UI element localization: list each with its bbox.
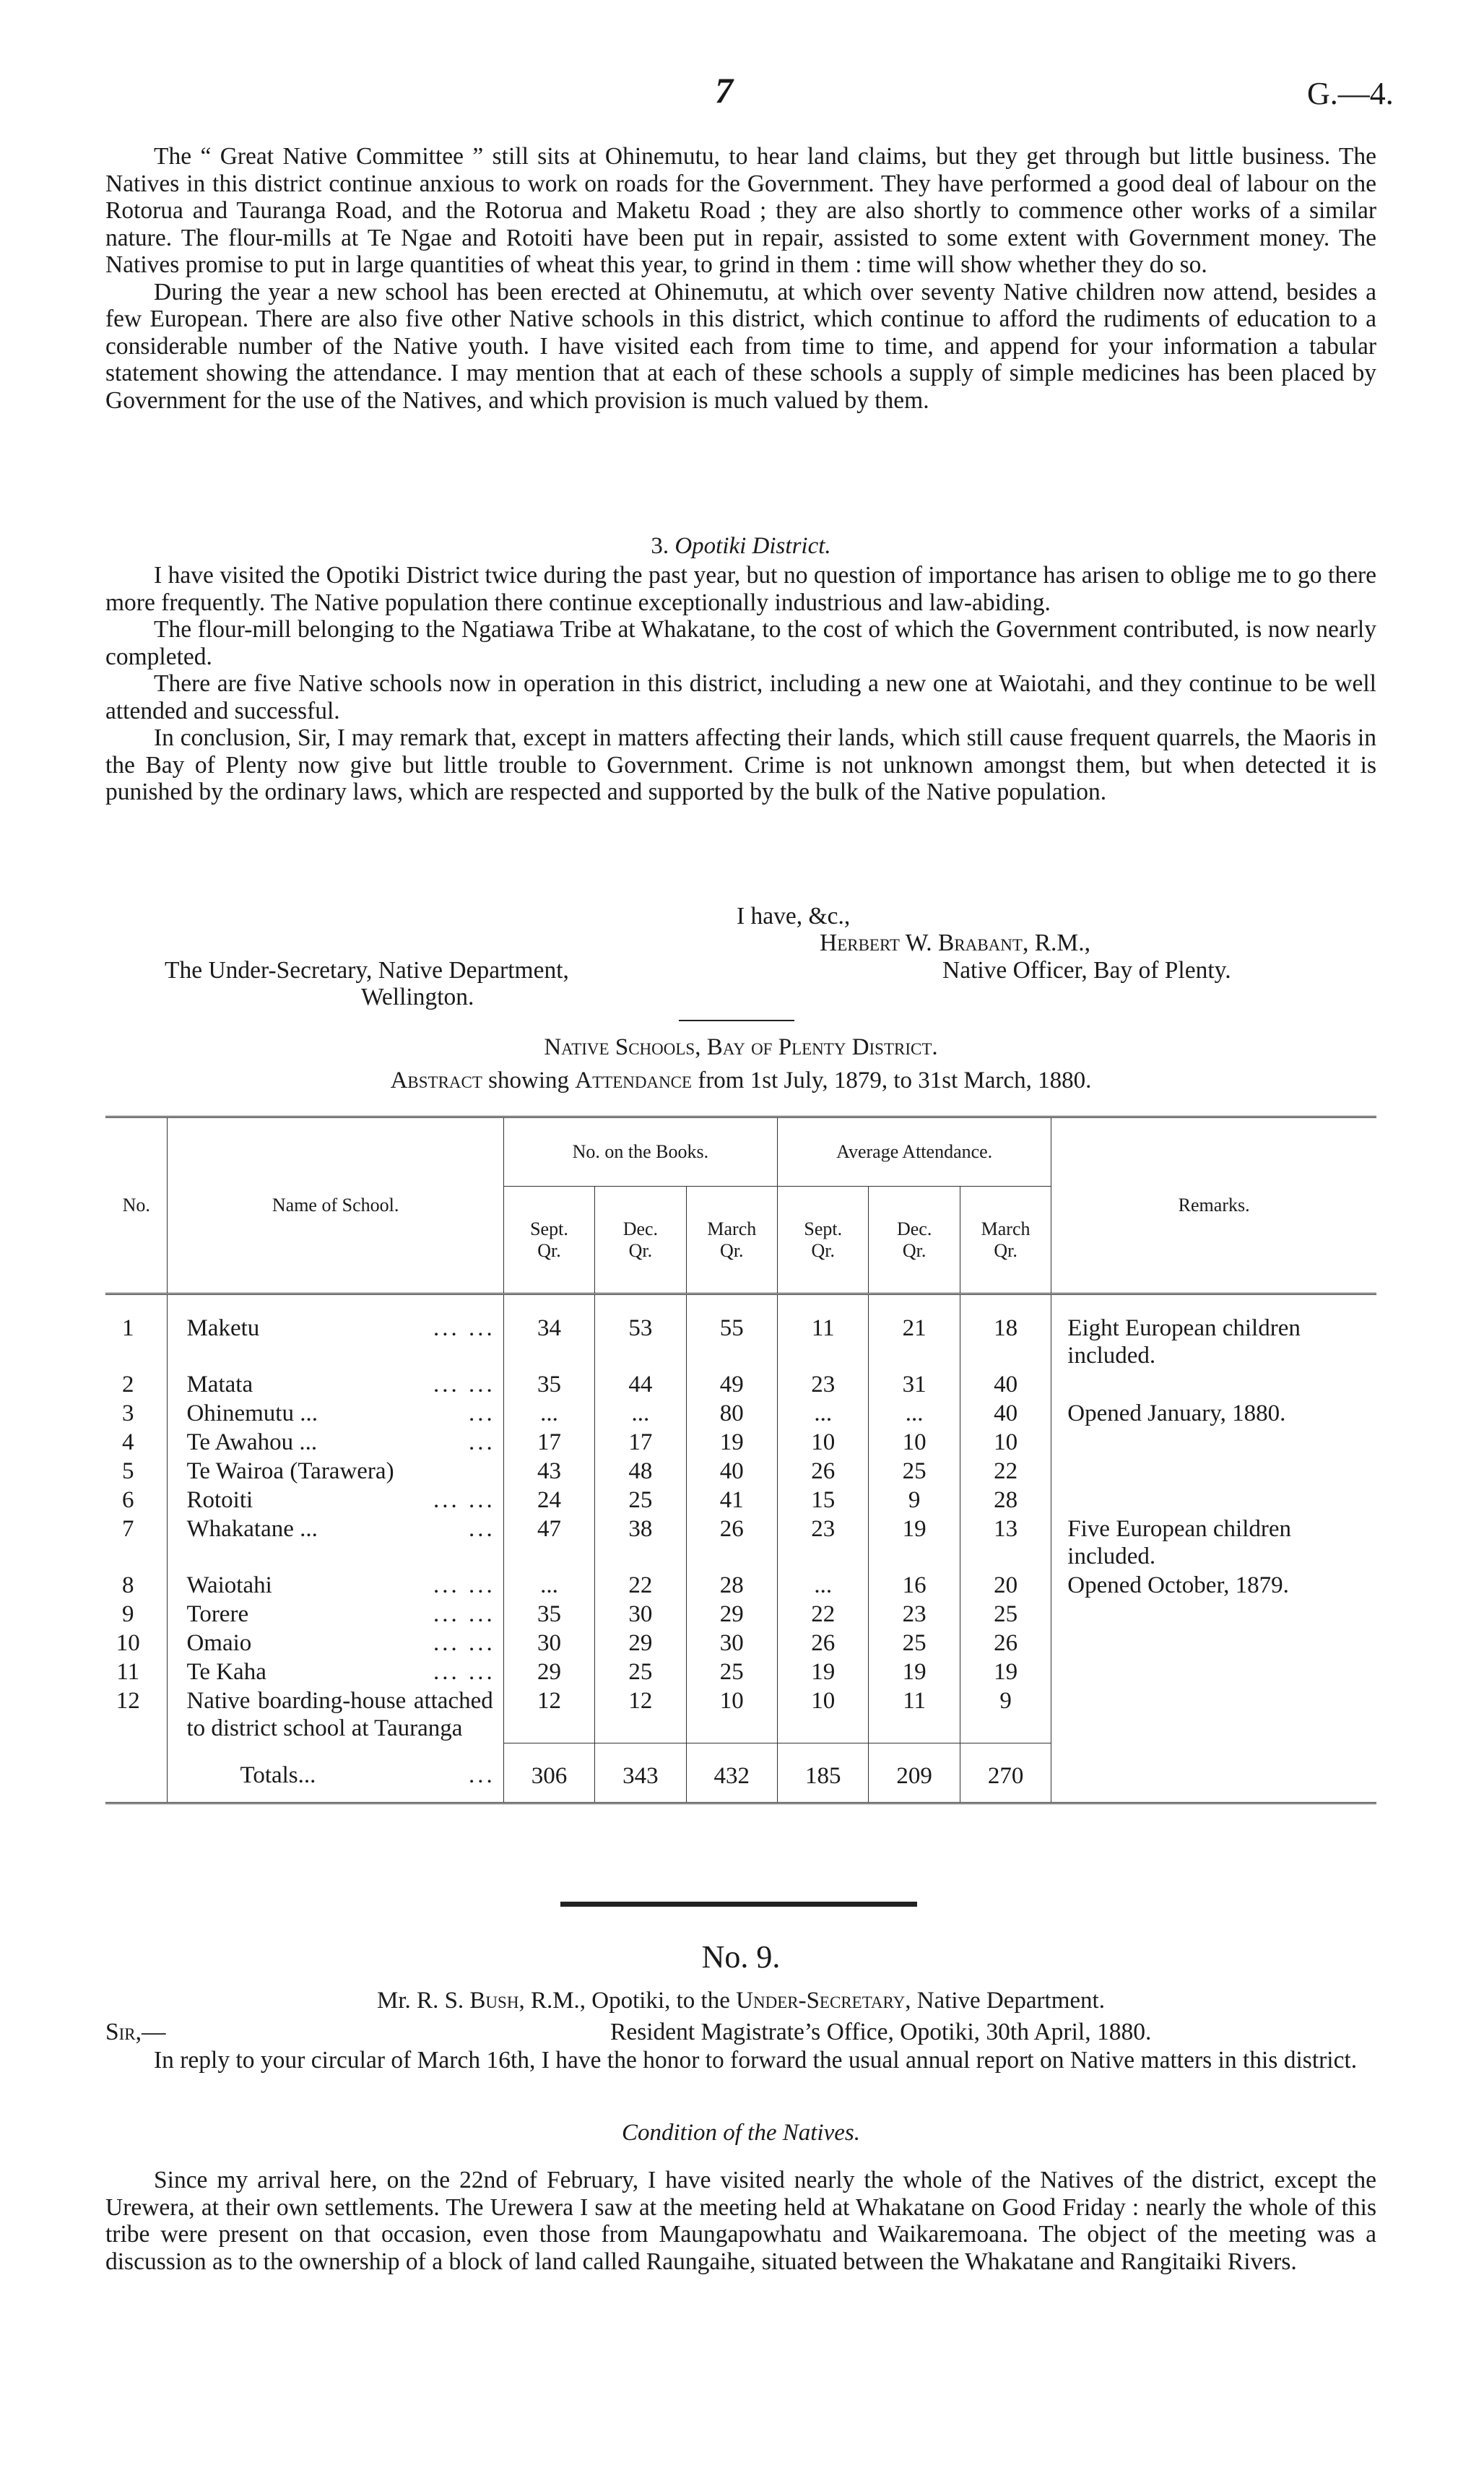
dateline: Resident Magistrate’s Office, Opotiki, 30th April, 1880. (610, 2019, 1152, 2045)
total-a-sept: 185 (778, 1743, 869, 1803)
table-row (105, 1428, 1376, 1457)
addressee: The Under-Secretary, Native Department, (165, 957, 569, 984)
table-row (105, 1658, 1376, 1686)
cell-a-mar: 26 (960, 1629, 1051, 1658)
header-books-march: March Qr. (686, 1187, 777, 1294)
cell-b-dec: 12 (595, 1686, 686, 1743)
document-reference: G.—4. (1307, 76, 1394, 111)
school-name (168, 1314, 503, 1370)
header-name: Name of School. (168, 1117, 503, 1294)
leader-dots: ... (469, 1762, 495, 1788)
letter-from: Mr. R. S. Bush, R.M., Opotiki, to the Under-Secretary, Native Department. (377, 1988, 1105, 2014)
school-name-text: Waiotahi (186, 1572, 272, 1598)
header-avg-march: March Qr. (960, 1187, 1051, 1294)
cell-b-dec: 44 (595, 1370, 686, 1399)
paragraph: In reply to your circular of March 16th, I have the honor to forward the usual annual report on Native matters in this district. (154, 2047, 1358, 2074)
cell-a-dec: ... (869, 1399, 960, 1428)
letter-paragraph-2 (105, 2167, 1376, 2275)
leader-dots: ... ... (433, 1315, 495, 1341)
remarks-cell: Eight European children included. (1067, 1315, 1301, 1369)
cell-a-sept: 22 (778, 1600, 869, 1629)
cell-b-sept: 34 (503, 1314, 594, 1370)
cell-b-dec: 48 (595, 1457, 686, 1486)
cell-b-mar: 29 (686, 1600, 777, 1629)
row-number: 7 (105, 1515, 168, 1571)
cell-b-sept: 30 (503, 1629, 594, 1658)
table-row (105, 1457, 1376, 1486)
school-name (168, 1457, 503, 1486)
sender-name: Bush (469, 1988, 519, 2014)
school-name-text: Torere (186, 1601, 249, 1627)
section-title: Opotiki District. (674, 533, 831, 559)
school-name-text: Te Kaha (186, 1659, 266, 1685)
subtitle-attendance: Attendance (575, 1067, 693, 1093)
paragraph: There are five Native schools now in operation in this district, including a new one at Waiotahi, and they continue to be well attended and successful. (105, 670, 1376, 724)
subtitle-showing: showing (482, 1067, 576, 1093)
table-row (105, 1571, 1376, 1600)
school-name (168, 1571, 503, 1600)
closing: I have, &c., (737, 903, 851, 930)
school-name-text: Matata (186, 1372, 253, 1398)
school-name (168, 1428, 503, 1457)
cell-a-sept: 15 (778, 1486, 869, 1515)
cell-b-sept: 35 (503, 1370, 594, 1399)
opotiki-text (105, 562, 1376, 806)
school-name (168, 1515, 503, 1571)
cell-b-sept: 29 (503, 1658, 594, 1686)
cell-a-sept: 23 (778, 1515, 869, 1571)
table-row (105, 1629, 1376, 1658)
cell-a-dec: 31 (869, 1370, 960, 1399)
paragraph: Since my arrival here, on the 22nd of February, I have visited nearly the whole of the Natives of the district, except the Urewera, at their own settlements. The Urewera I saw at the meeting held at Whakatane on Good Friday : nearly the whole of this tribe were present on that occasion, even those from Maungapowhatu and Waikaremoana. The object of the meeting was a discussion as to the ownership of a block of land called Raungaihe, situated between the Whakatane and Rangitaiki Rivers. (105, 2167, 1376, 2275)
cell-b-mar: 80 (686, 1399, 777, 1428)
spacer-row (105, 1294, 1376, 1314)
school-name-text: Te Wairoa (Tarawera) (186, 1458, 394, 1484)
section-number: 3. (651, 533, 669, 559)
row-number: 8 (105, 1571, 168, 1600)
cell-a-sept: 11 (778, 1314, 869, 1370)
cell-a-sept: 19 (778, 1658, 869, 1686)
cell-a-mar: 13 (960, 1515, 1051, 1571)
recipient: Under-Secretary (736, 1988, 906, 2014)
cell-a-mar: 9 (960, 1686, 1051, 1743)
table-row (105, 1486, 1376, 1515)
totals-no (105, 1743, 168, 1803)
cell-a-mar: 10 (960, 1428, 1051, 1457)
cell-b-sept: 43 (503, 1457, 594, 1486)
remarks-cell (1051, 1370, 1376, 1399)
row-number: 4 (105, 1428, 168, 1457)
letter-paragraph-1 (105, 2047, 1376, 2074)
cell-a-sept: 26 (778, 1457, 869, 1486)
cell-b-sept: 47 (503, 1515, 594, 1571)
opotiki-heading (105, 533, 1376, 560)
cell-b-sept: ... (503, 1571, 594, 1600)
school-name-text: Ohinemutu ... (186, 1400, 318, 1426)
row-number: 2 (105, 1370, 168, 1399)
cell-a-sept: 23 (778, 1370, 869, 1399)
cell-b-dec: 25 (595, 1486, 686, 1515)
section-divider (560, 1902, 917, 1907)
signatory-title: Native Officer, Bay of Plenty. (942, 957, 1231, 984)
cell-a-mar: 20 (960, 1571, 1051, 1600)
totals-remarks (1051, 1743, 1376, 1803)
letter-heading: No. 9. (701, 1939, 781, 1975)
table-title: Native Schools, Bay of Plenty District. (544, 1034, 938, 1060)
cell-a-sept: ... (778, 1571, 869, 1600)
school-name-text: Omaio (186, 1630, 252, 1656)
totals-label-text: Totals... (240, 1762, 316, 1788)
school-name (168, 1486, 503, 1515)
total-a-dec: 209 (869, 1743, 960, 1803)
remarks-cell (1051, 1486, 1376, 1515)
total-a-mar: 270 (960, 1743, 1051, 1803)
remarks-cell (1051, 1686, 1376, 1743)
cell-b-dec: 38 (595, 1515, 686, 1571)
cell-a-dec: 16 (869, 1571, 960, 1600)
page-number: 7 (715, 70, 733, 111)
cell-a-dec: 19 (869, 1658, 960, 1686)
table-row (105, 1314, 1376, 1370)
attendance-table (105, 1116, 1376, 1804)
table-subtitle (105, 1067, 1376, 1094)
cell-a-mar: 19 (960, 1658, 1051, 1686)
cell-b-sept: 12 (503, 1686, 594, 1743)
cell-b-mar: 40 (686, 1457, 777, 1486)
remarks-cell: Five European children included. (1067, 1516, 1292, 1569)
totals-row (105, 1743, 1376, 1803)
header-books: No. on the Books. (503, 1117, 777, 1187)
remarks-cell: Opened January, 1880. (1067, 1400, 1286, 1426)
school-name-text: Te Awahou ... (186, 1429, 318, 1455)
paragraph: The “ Great Native Committee ” still sits at Ohinemutu, to hear land claims, but they get through but little business. The Natives in this district continue anxious to work on roads for the Government. They have performed a good deal of labour on the Rotorua and Tauranga Road, and the Rotorua and Maketu Road ; they are also shortly to commence other works of a similar nature. The flour-mills at Te Ngae and Rotoiti have been put in repair, assisted to some extent with Government money. The Natives promise to put in large quantities of wheat this year, to grind in them : time will show whether they do so. (105, 143, 1376, 278)
header-books-dec: Dec. Qr. (595, 1187, 686, 1294)
paragraph: The flour-mill belonging to the Ngatiawa Tribe at Whakatane, to the cost of which the Government contributed, is now nearly completed. (105, 616, 1376, 670)
table-row (105, 1600, 1376, 1629)
header-books-sept: Sept. Qr. (503, 1187, 594, 1294)
signatory-name: Herbert W. Brabant, R.M., (820, 930, 1090, 956)
cell-b-mar: 55 (686, 1314, 777, 1370)
cell-b-mar: 26 (686, 1515, 777, 1571)
cell-a-mar: 18 (960, 1314, 1051, 1370)
cell-a-mar: 40 (960, 1370, 1051, 1399)
school-name (168, 1686, 503, 1743)
row-number: 11 (105, 1658, 168, 1686)
school-name-text: Maketu (186, 1315, 260, 1341)
row-number: 3 (105, 1399, 168, 1428)
school-name (168, 1600, 503, 1629)
school-name (168, 1629, 503, 1658)
remarks-cell: Opened October, 1879. (1067, 1572, 1289, 1598)
cell-a-dec: 10 (869, 1428, 960, 1457)
cell-a-mar: 22 (960, 1457, 1051, 1486)
total-b-sept: 306 (503, 1743, 594, 1803)
row-number: 10 (105, 1629, 168, 1658)
cell-a-dec: 19 (869, 1515, 960, 1571)
remarks-cell (1051, 1428, 1376, 1457)
cell-a-sept: 26 (778, 1629, 869, 1658)
cell-b-sept: 17 (503, 1428, 594, 1457)
school-name (168, 1399, 503, 1428)
cell-b-sept: 35 (503, 1600, 594, 1629)
cell-b-dec: 25 (595, 1658, 686, 1686)
cell-a-mar: 40 (960, 1399, 1051, 1428)
cell-b-sept: 24 (503, 1486, 594, 1515)
cell-b-dec: 22 (595, 1571, 686, 1600)
cell-b-mar: 30 (686, 1629, 777, 1658)
cell-b-mar: 19 (686, 1428, 777, 1457)
total-b-mar: 432 (686, 1743, 777, 1803)
divider (679, 1020, 794, 1021)
leader-dots: ... (469, 1516, 495, 1542)
table-row (105, 1686, 1376, 1743)
subtitle-abstract: Abstract (390, 1067, 482, 1093)
table-row (105, 1515, 1376, 1571)
paragraph: During the year a new school has been erected at Ohinemutu, at which over seventy Native children now attend, besides a few European. There are also five other Native schools in this district, which continue to afford the rudiments of education to a considerable number of the Native youth. I have visited each from time to time, and append for your information a tabular statement showing the attendance. I may mention that at each of these schools a supply of simple medicines has been placed by Government for the use of the Natives, and which provision is much valued by them. (105, 278, 1376, 414)
leader-dots: ... (469, 1429, 495, 1455)
cell-b-dec: 30 (595, 1600, 686, 1629)
header-no: No. (105, 1117, 168, 1294)
remarks-cell (1051, 1600, 1376, 1629)
leader-dots: ... ... (433, 1601, 495, 1627)
cell-b-mar: 28 (686, 1571, 777, 1600)
cell-a-mar: 25 (960, 1600, 1051, 1629)
cell-b-mar: 25 (686, 1658, 777, 1686)
row-number: 6 (105, 1486, 168, 1515)
cell-a-dec: 11 (869, 1686, 960, 1743)
table-row (105, 1399, 1376, 1428)
header-avg-dec: Dec. Qr. (869, 1187, 960, 1294)
cell-a-sept: 10 (778, 1428, 869, 1457)
school-name-text: Native boarding-house attached to district school at Tauranga (186, 1688, 493, 1741)
cell-a-sept: ... (778, 1399, 869, 1428)
cell-b-mar: 41 (686, 1486, 777, 1515)
paragraph: In conclusion, Sir, I may remark that, except in matters affecting their lands, which still cause frequent quarrels, the Maoris in the Bay of Plenty now give but little trouble to Government. Crime is not unknown amongst them, but when detected it is punished by the ordinary laws, which are respected and supported by the bulk of the Native population. (105, 724, 1376, 805)
addressee-city: Wellington. (361, 984, 474, 1010)
salutation: Sir,— (105, 2019, 166, 2045)
row-number: 1 (105, 1314, 168, 1370)
cell-b-mar: 49 (686, 1370, 777, 1399)
leader-dots: ... ... (433, 1630, 495, 1656)
total-b-dec: 343 (595, 1743, 686, 1803)
school-name-text: Rotoiti (186, 1487, 253, 1513)
leader-dots: ... (469, 1400, 495, 1426)
cell-b-dec: 53 (595, 1314, 686, 1370)
row-number: 12 (105, 1686, 168, 1743)
cell-b-sept: ... (503, 1399, 594, 1428)
header-average: Average Attendance. (778, 1117, 1051, 1187)
school-name (168, 1658, 503, 1686)
cell-a-dec: 21 (869, 1314, 960, 1370)
paragraph: I have visited the Opotiki District twice during the past year, but no question of importance has arisen to oblige me to go there more frequently. The Native population there continue exceptionally industrious and law-abiding. (105, 562, 1376, 616)
row-number: 9 (105, 1600, 168, 1629)
cell-b-dec: 29 (595, 1629, 686, 1658)
cell-a-dec: 9 (869, 1486, 960, 1515)
header-remarks: Remarks. (1178, 1195, 1250, 1216)
school-name-text: Whakatane ... (186, 1516, 318, 1542)
school-name (168, 1370, 503, 1399)
header-avg-sept: Sept. Qr. (778, 1187, 869, 1294)
cell-a-dec: 25 (869, 1457, 960, 1486)
leader-dots: ... ... (433, 1487, 495, 1513)
remarks-cell (1051, 1658, 1376, 1686)
cell-b-mar: 10 (686, 1686, 777, 1743)
subtitle-dates: from 1st July, 1879, to 31st March, 1880. (692, 1067, 1092, 1093)
cell-b-dec: 17 (595, 1428, 686, 1457)
remarks-cell (1051, 1629, 1376, 1658)
cell-a-mar: 28 (960, 1486, 1051, 1515)
condition-heading: Condition of the Natives. (622, 2120, 860, 2146)
totals-label (168, 1743, 503, 1803)
cell-a-sept: 10 (778, 1686, 869, 1743)
cell-a-dec: 25 (869, 1629, 960, 1658)
leader-dots: ... ... (433, 1372, 495, 1398)
table-row (105, 1370, 1376, 1399)
cell-b-dec: ... (595, 1399, 686, 1428)
intro-text (105, 143, 1376, 414)
leader-dots: ... ... (433, 1659, 495, 1685)
row-number: 5 (105, 1457, 168, 1486)
cell-a-dec: 23 (869, 1600, 960, 1629)
leader-dots: ... ... (433, 1572, 495, 1598)
remarks-cell (1051, 1457, 1376, 1486)
